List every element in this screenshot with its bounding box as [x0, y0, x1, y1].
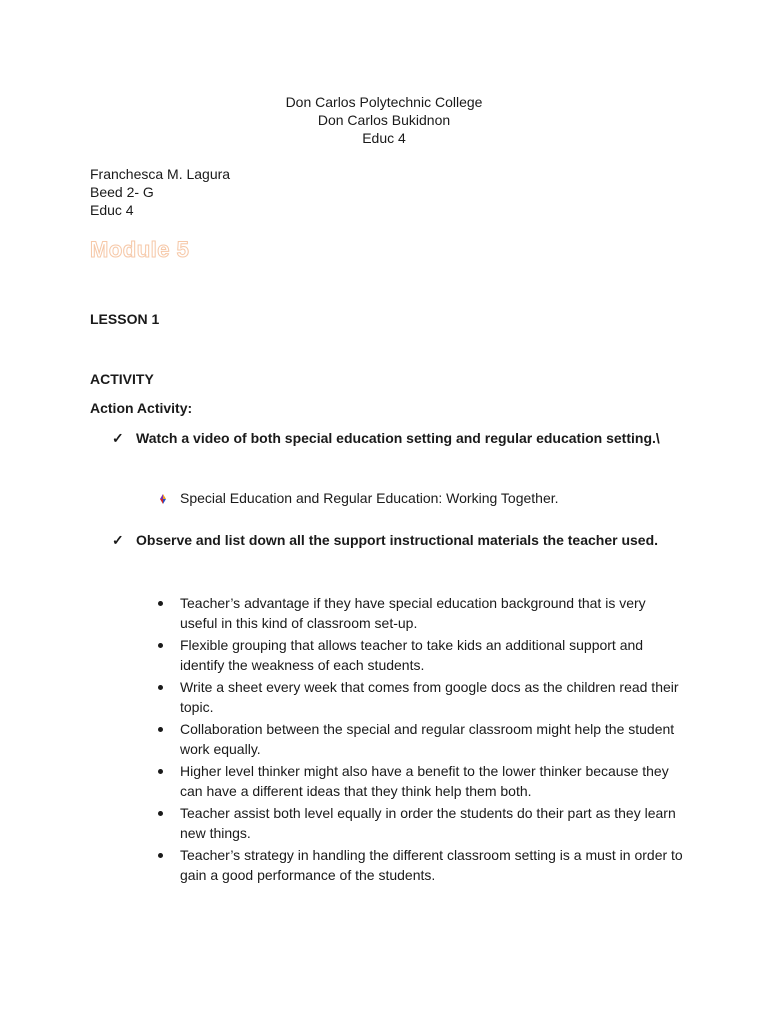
four-color-diamond-icon: [158, 494, 168, 504]
module-title: Module 5: [90, 237, 190, 262]
checkmark-icon: ✓: [112, 532, 124, 548]
course-code: Educ 4: [362, 130, 406, 146]
materials-list: [158, 593, 683, 887]
checkmark-icon: ✓: [112, 430, 124, 446]
bullet-dot-icon: [158, 853, 163, 858]
video-title-item: [158, 489, 678, 507]
lesson-heading: LESSON 1: [90, 311, 160, 327]
checklist-item-text: Observe and list down all the support instructional materials the teacher used.: [136, 532, 659, 548]
document-header: [0, 93, 768, 147]
activity-heading: ACTIVITY: [90, 371, 154, 387]
bullet-dot-icon: [158, 601, 163, 606]
action-activity-heading: Action Activity:: [90, 400, 193, 416]
student-info: [90, 165, 230, 219]
bullet-dot-icon: [158, 811, 163, 816]
student-course: Educ 4: [90, 202, 134, 218]
bullet-dot-icon: [158, 769, 163, 774]
college-location: Don Carlos Bukidnon: [317, 112, 451, 128]
student-section: Beed 2- G: [90, 184, 154, 200]
list-item: Collaboration between the special and regular classroom might help the student work equally.: [158, 719, 683, 759]
list-item: Write a sheet every week that comes from google docs as the children read their topic.: [158, 677, 683, 717]
list-item: Teacher assist both level equally in order the students do their part as they learn new things.: [158, 803, 683, 843]
checklist-item-observe: [112, 530, 672, 551]
bullet-dot-icon: [158, 685, 163, 690]
bullet-dot-icon: [158, 727, 163, 732]
checklist-item-watch-video: [112, 428, 672, 449]
video-title: Special Education and Regular Education: Working Together.: [180, 490, 559, 506]
list-item: Flexible grouping that allows teacher to take kids an additional support and identify the weakness of each students.: [158, 635, 683, 675]
list-item: Higher level thinker might also have a benefit to the lower thinker because they can have a different ideas that they think help them both.: [158, 761, 683, 801]
student-name: Franchesca M. Lagura: [90, 166, 231, 182]
list-item: Teacher’s advantage if they have special education background that is very useful in this kind of classroom set-up.: [158, 593, 683, 633]
bullet-dot-icon: [158, 643, 163, 648]
checklist-item-text: Watch a video of both special education setting and regular education setting.\: [136, 430, 660, 446]
college-name: Don Carlos Polytechnic College: [285, 94, 483, 110]
list-item: Teacher’s strategy in handling the different classroom setting is a must in order to gain a good performance of the students.: [158, 845, 683, 885]
